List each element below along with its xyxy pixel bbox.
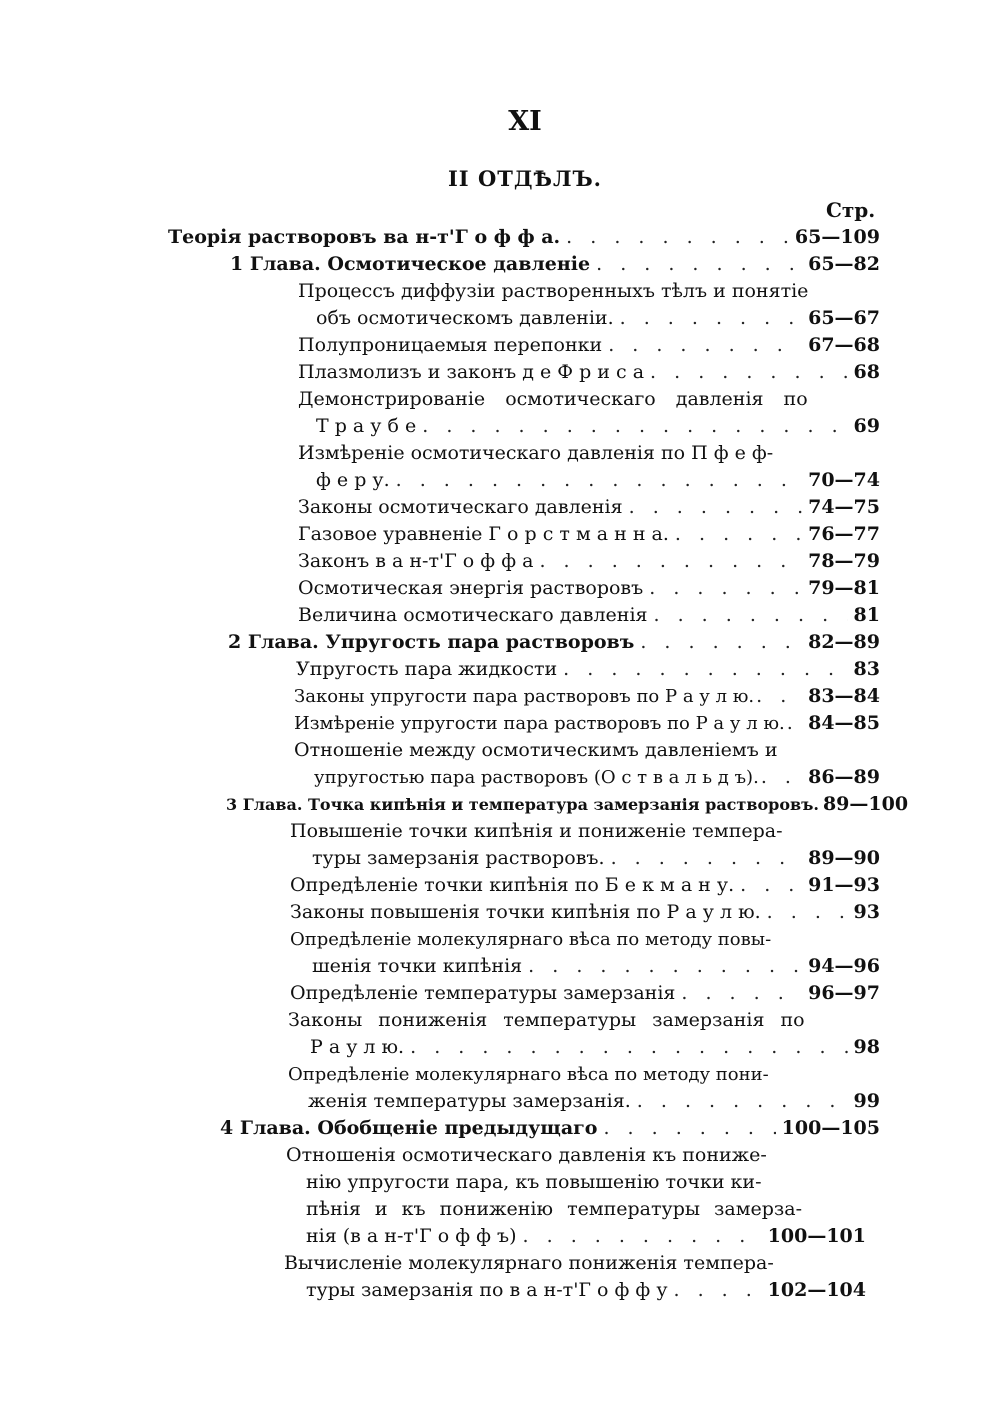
toc-part-heading <box>168 224 880 251</box>
toc-entry-text: 2 Глава. Упругость пара растворовъ <box>228 631 635 653</box>
toc-entry <box>294 710 880 737</box>
toc-entry-pages: 65—67 <box>808 307 880 329</box>
toc-chapter-4 <box>220 1115 880 1142</box>
toc-entry-pages: 82—89 <box>808 631 880 653</box>
toc-entry <box>298 494 880 521</box>
toc-entry-line: нію упругости пара, къ повышенію точки ки- <box>306 1171 762 1193</box>
toc-entry-pages: 84—85 <box>808 712 880 734</box>
toc-entry-pages: 100—101 <box>767 1225 866 1247</box>
toc-entry <box>298 575 880 602</box>
leader-dots <box>674 1277 762 1304</box>
leader-dots <box>528 953 802 980</box>
leader-dots <box>563 656 847 683</box>
leader-dots <box>650 359 848 386</box>
toc-entry-pages: 99 <box>853 1090 880 1112</box>
toc-entry-text: ф е р у. <box>316 469 390 491</box>
leader-dots <box>761 764 806 791</box>
toc-entry-line: Отношеніе между осмотическимъ давленіемъ и <box>294 739 778 761</box>
leader-dots <box>640 629 802 656</box>
toc-entry-text: Полупроницаемыя перепонки <box>298 334 603 356</box>
toc-entry-line: Повышеніе точки кипѣнія и пониженіе темпера- <box>290 820 783 842</box>
leader-dots <box>767 899 848 926</box>
toc-entry-pages: 68 <box>853 361 880 383</box>
toc-entry <box>314 764 880 791</box>
toc-entry-pages: 91—93 <box>808 874 880 896</box>
leader-dots <box>629 494 802 521</box>
toc-entry-text: Законы повышенія точки кипѣнія по Р а у л ю. <box>290 901 761 923</box>
toc-entry <box>298 602 880 629</box>
toc-entry-pages: 81 <box>853 604 880 626</box>
toc-entry-text: туры замерзанія по в а н-т'Г о ф ф у <box>306 1279 668 1301</box>
toc-entry-text: шенія точки кипѣнія <box>312 955 523 977</box>
leader-dots <box>422 413 847 440</box>
toc-entry <box>310 1034 880 1061</box>
toc-entry-pages: 65—109 <box>794 226 880 248</box>
toc-entry-text: Р а у л ю. <box>310 1036 405 1058</box>
leader-dots <box>637 1088 848 1115</box>
leader-dots <box>675 521 802 548</box>
toc-entry <box>290 899 880 926</box>
toc-entry <box>298 359 880 386</box>
toc-entry-text: упругостью пара растворовъ (О с т в а л ь д ъ). <box>314 767 759 788</box>
toc-entry-text: женія температуры замерзанія. <box>308 1090 631 1112</box>
toc-entry-line: пѣнія и къ пониженію температуры замерза- <box>306 1198 802 1220</box>
toc-entry-pages: 74—75 <box>808 496 880 518</box>
toc-entry-line: Измѣреніе осмотическаго давленія по П ф е ф- <box>298 442 774 464</box>
toc-entry <box>316 413 880 440</box>
toc-entry <box>308 1088 880 1115</box>
toc-entry-pages: 89—100 <box>822 793 909 815</box>
toc-entry-text: Законы упругости пара растворовъ по Р а у л ю. <box>294 686 755 707</box>
toc-entry <box>306 1277 866 1304</box>
toc-entry <box>298 521 880 548</box>
toc-entry-pages: 76—77 <box>808 523 880 545</box>
toc-entry-pages: 100—105 <box>781 1117 880 1139</box>
toc-entry-line: Демонстрированіе осмотическаго давленія по <box>298 388 808 410</box>
toc-entry-text: Законы осмотическаго давленія <box>298 496 623 518</box>
section-title: II ОТДѢЛЪ. <box>447 166 602 191</box>
toc-entry-text: Осмотическая энергія растворовъ <box>298 577 644 599</box>
leader-dots <box>611 845 803 872</box>
leader-dots <box>396 467 802 494</box>
toc-entry <box>290 872 880 899</box>
toc-entry-pages: 83—84 <box>808 685 880 707</box>
toc-chapter-2 <box>228 629 880 656</box>
toc-entry <box>316 467 880 494</box>
toc-entry-line: Отношенія осмотическаго давленія къ пониже- <box>286 1144 767 1166</box>
toc-entry <box>298 548 880 575</box>
toc-entry-text: Законъ в а н-т'Г о ф ф а <box>298 550 534 572</box>
leader-dots <box>410 1034 847 1061</box>
toc-entry-text: 3 Глава. Точка кипѣнія и температура замерзанія растворовъ. <box>226 795 819 814</box>
toc-entry-text: Теорія растворовъ ва н-т'Г о ф ф а. <box>168 226 561 248</box>
toc-entry-text: 1 Глава. Осмотическое давленіе <box>230 253 591 275</box>
toc-entry <box>294 683 880 710</box>
toc-entry-pages: 93 <box>853 901 880 923</box>
toc-entry-text: Опредѣленіе температуры замерзанія <box>290 982 676 1004</box>
toc-entry-text: 4 Глава. Обобщеніе предыдущаго <box>220 1117 598 1139</box>
toc-entry-pages: 78—79 <box>808 550 880 572</box>
leader-dots <box>608 332 802 359</box>
toc-entry-pages: 98 <box>853 1036 880 1058</box>
leader-dots <box>596 251 802 278</box>
toc-entry <box>296 656 880 683</box>
toc-entry <box>298 332 880 359</box>
toc-entry <box>306 1223 866 1250</box>
toc-entry <box>312 845 880 872</box>
toc-entry-text: Плазмолизъ и законъ д е Ф р и с а <box>298 361 645 383</box>
toc-entry-pages: 69 <box>853 415 880 437</box>
leader-dots <box>620 305 802 332</box>
page-number: XI <box>508 106 542 137</box>
leader-dots <box>566 224 789 251</box>
toc-entry-text: Опредѣленіе точки кипѣнія по Б е к м а н у. <box>290 874 735 896</box>
toc-entry-text: Измѣреніе упругости пара растворовъ по Р а у л ю. <box>294 713 785 734</box>
leader-dots <box>681 980 802 1007</box>
toc-entry-pages: 70—74 <box>808 469 880 491</box>
toc-entry-text: туры замерзанія растворовъ. <box>312 847 605 869</box>
toc-entry-pages: 102—104 <box>767 1279 866 1301</box>
toc-chapter-1 <box>230 251 880 278</box>
toc-entry-text: Величина осмотическаго давленія <box>298 604 648 626</box>
leader-dots <box>523 1223 762 1250</box>
leader-dots <box>756 683 806 710</box>
toc-entry-pages: 86—89 <box>808 766 880 788</box>
toc-entry <box>290 980 880 1007</box>
page-column-header: Стр. <box>826 198 876 222</box>
toc-entry-line: Вычисленіе молекулярнаго пониженія темпера- <box>284 1252 774 1274</box>
toc-entry-text: Упругость пара жидкости <box>296 658 558 680</box>
toc-entry-text: Газовое уравненіе Г о р с т м а н н а. <box>298 523 669 545</box>
toc-entry-pages: 83 <box>853 658 880 680</box>
toc-entry-text: Т р а у б е <box>316 415 417 437</box>
toc-entry-pages: 94—96 <box>808 955 880 977</box>
toc-entry-text: объ осмотическомъ давленіи. <box>316 307 614 329</box>
toc-entry-line: Законы пониженія температуры замерзанія по <box>288 1009 805 1031</box>
leader-dots <box>603 1115 775 1142</box>
toc-entry-line: Процессъ диффузіи растворенныхъ тѣлъ и понятіе <box>298 280 809 302</box>
toc-entry-pages: 89—90 <box>808 847 880 869</box>
toc-entry-pages: 65—82 <box>808 253 880 275</box>
leader-dots <box>787 710 806 737</box>
toc-entry-pages: 79—81 <box>808 577 880 599</box>
toc-entry-line: Опредѣленіе молекулярнаго вѣса по методу повы- <box>290 929 772 950</box>
toc-entry-pages: 67—68 <box>808 334 880 356</box>
toc-chapter-3 <box>226 791 909 818</box>
leader-dots <box>740 872 802 899</box>
toc-entry-line: Опредѣленіе молекулярнаго вѣса по методу пони- <box>288 1064 769 1085</box>
toc-entry-pages: 96—97 <box>808 982 880 1004</box>
toc-entry <box>312 953 880 980</box>
leader-dots <box>539 548 802 575</box>
leader-dots <box>649 575 802 602</box>
toc-entry-text: нія (в а н-т'Г о ф ф ъ) <box>306 1225 517 1247</box>
toc-entry <box>316 305 880 332</box>
leader-dots <box>654 602 848 629</box>
